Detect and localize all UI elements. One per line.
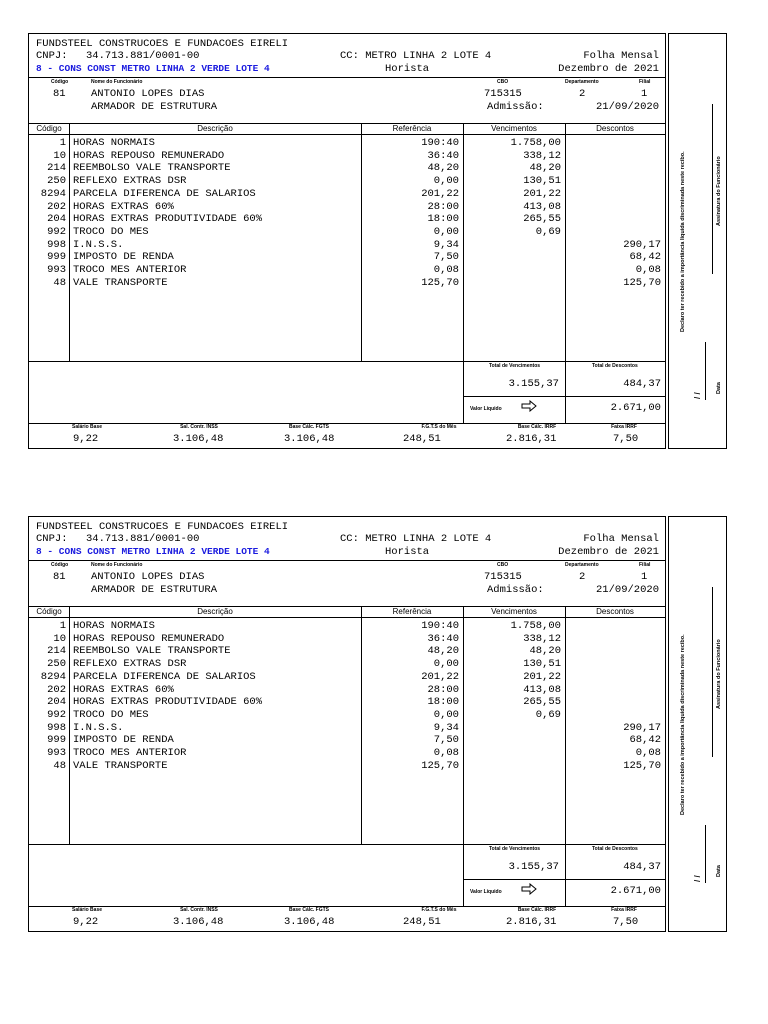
- col-header-description: Descrição: [197, 607, 233, 616]
- row-desc: PARCELA DIFERENCA DE SALARIOS: [73, 187, 256, 200]
- total-discounts: 484,37: [623, 378, 661, 390]
- row-ref: 190:40: [421, 620, 459, 632]
- row-earn: 201,22: [523, 670, 561, 683]
- department-line: 8 - CONS CONST METRO LINHA 2 VERDE LOTE 4: [36, 63, 270, 74]
- signature-label: Assinatura do Funcionário: [716, 639, 722, 709]
- net-value-label: Valor Líquido: [470, 406, 502, 412]
- cnpj-label: CNPJ:: [36, 50, 68, 62]
- net-value-label: Valor Líquido: [470, 889, 502, 895]
- row-code: 999: [47, 734, 66, 747]
- employee-department: 2: [579, 88, 586, 100]
- row-code: 10: [53, 632, 66, 645]
- row-ref: 0,00: [433, 708, 459, 721]
- total-discounts-label: Total de Descontos: [592, 846, 638, 852]
- row-earn: 48,20: [529, 162, 561, 175]
- net-value: 2.671,00: [610, 885, 661, 897]
- cnpj-value: 34.713.881/0001-00: [86, 50, 200, 62]
- row-code: 204: [47, 696, 66, 709]
- inss-base-label: Sal. Contr. INSS: [180, 907, 218, 913]
- cnpj-label: CNPJ:: [36, 533, 68, 545]
- irrf-band-label: Faixa IRRF: [611, 907, 637, 913]
- company-name: FUNDSTEEL CONSTRUCOES E FUNDACOES EIRELI: [36, 521, 289, 533]
- row-desc: REFLEXO EXTRAS DSR: [73, 175, 187, 188]
- row-desc: HORAS NORMAIS: [73, 620, 155, 632]
- total-earnings-label: Total de Vencimentos: [489, 363, 541, 369]
- row-code: 1: [59, 137, 66, 149]
- admission-date: 21/09/2020: [595, 584, 659, 596]
- col-header-code: Código: [36, 607, 62, 616]
- date-slashes: / /: [693, 392, 702, 399]
- row-ref: 201,22: [421, 187, 459, 200]
- row-earn: 413,08: [523, 683, 561, 696]
- row-ref: 28:00: [427, 683, 459, 696]
- row-code: 998: [47, 238, 66, 251]
- cnpj-value: 34.713.881/0001-00: [86, 533, 200, 545]
- row-ref: 125,70: [421, 759, 459, 772]
- receipt-stub: [668, 33, 727, 449]
- row-disc: 68,42: [629, 251, 661, 264]
- row-desc: REEMBOLSO VALE TRANSPORTE: [73, 645, 231, 658]
- row-desc: VALE TRANSPORTE: [73, 759, 168, 772]
- row-code: 992: [47, 708, 66, 721]
- employee-name: ANTONIO LOPES DIAS: [91, 88, 205, 100]
- employee-department: 2: [579, 571, 586, 583]
- receipt-declaration: Declaro ter recebido a importância líquida discriminada neste recibo.: [680, 151, 686, 332]
- row-code: 10: [53, 149, 66, 162]
- employee-role: ARMADOR DE ESTRUTURA: [91, 101, 218, 113]
- payslip-main-panel: [28, 33, 666, 449]
- row-disc: 125,70: [623, 759, 661, 772]
- row-code: 250: [47, 658, 66, 671]
- fgts-month: 248,51: [403, 433, 441, 445]
- row-earn: 0,69: [535, 225, 561, 238]
- base-salary: 9,22: [73, 433, 99, 445]
- row-earn: 201,22: [523, 187, 561, 200]
- col-header-discounts: Descontos: [596, 124, 634, 133]
- row-earn: 338,12: [523, 632, 561, 645]
- employee-cbo: 715315: [484, 571, 522, 583]
- cost-center: CC: METRO LINHA 2 LOTE 4: [340, 533, 492, 545]
- row-disc: 125,70: [623, 276, 661, 289]
- employee-filial: 1: [641, 571, 648, 583]
- row-disc: 290,17: [623, 238, 661, 251]
- row-earn: 130,51: [523, 175, 561, 188]
- row-ref: 18:00: [427, 213, 459, 226]
- total-discounts-label: Total de Descontos: [592, 363, 638, 369]
- row-desc: IMPOSTO DE RENDA: [73, 734, 174, 747]
- row-ref: 190:40: [421, 137, 459, 149]
- inss-base: 3.106,48: [173, 916, 224, 928]
- employee-cbo: 715315: [484, 88, 522, 100]
- row-desc: TROCO MES ANTERIOR: [73, 747, 187, 759]
- department-label: Departamento: [565, 562, 599, 568]
- row-desc: HORAS EXTRAS PRODUTIVIDADE 60%: [73, 213, 263, 226]
- row-code: 48: [53, 276, 66, 289]
- row-desc: HORAS NORMAIS: [73, 137, 155, 149]
- employee-filial: 1: [641, 88, 648, 100]
- fgts-base: 3.106,48: [284, 433, 335, 445]
- row-earn: 0,69: [535, 708, 561, 721]
- row-ref: 28:00: [427, 200, 459, 213]
- date-slashes: / /: [693, 875, 702, 882]
- employee-code-label: Código: [51, 79, 69, 85]
- col-header-code: Código: [36, 124, 62, 133]
- row-earn: 1.758,00: [510, 620, 561, 632]
- row-code: 48: [53, 759, 66, 772]
- row-code: 993: [47, 747, 66, 759]
- col-header-earnings: Vencimentos: [491, 124, 537, 133]
- payroll-period: Dezembro de 2021: [558, 63, 659, 75]
- irrf-band: 7,50: [613, 433, 639, 445]
- employee-name: ANTONIO LOPES DIAS: [91, 571, 205, 583]
- row-desc: VALE TRANSPORTE: [73, 276, 168, 289]
- arrow-right-icon: [521, 883, 537, 897]
- row-earn: 265,55: [523, 696, 561, 709]
- irrf-base-label: Base Cálc. IRRF: [517, 907, 557, 913]
- worker-type: Horista: [385, 546, 430, 558]
- payroll-period: Dezembro de 2021: [558, 546, 659, 558]
- irrf-base-label: Base Cálc. IRRF: [517, 424, 557, 430]
- row-desc: I.N.S.S.: [73, 721, 124, 734]
- row-code: 214: [47, 162, 66, 175]
- row-desc: IMPOSTO DE RENDA: [73, 251, 174, 264]
- row-ref: 36:40: [427, 149, 459, 162]
- department-label: Departamento: [565, 79, 599, 85]
- cbo-label: CBO: [497, 79, 509, 85]
- admission-label: Admissão:: [487, 101, 544, 113]
- row-code: 1: [59, 620, 66, 632]
- row-ref: 9,34: [433, 721, 459, 734]
- filial-label: Filial: [639, 79, 651, 85]
- base-salary-label: Salário Base: [71, 907, 103, 913]
- row-desc: TROCO MES ANTERIOR: [73, 264, 187, 276]
- row-earn: 1.758,00: [510, 137, 561, 149]
- employee-code: 81: [53, 571, 66, 583]
- col-header-discounts: Descontos: [596, 607, 634, 616]
- fgts-base: 3.106,48: [284, 916, 335, 928]
- worker-type: Horista: [385, 63, 430, 75]
- row-code: 993: [47, 264, 66, 276]
- row-ref: 125,70: [421, 276, 459, 289]
- date-label: Data: [716, 865, 722, 877]
- fgts-month-label: F.G.T.S do Mês: [421, 424, 457, 430]
- row-desc: I.N.S.S.: [73, 238, 124, 251]
- row-code: 250: [47, 175, 66, 188]
- row-ref: 201,22: [421, 670, 459, 683]
- department-line: 8 - CONS CONST METRO LINHA 2 VERDE LOTE 4: [36, 546, 270, 557]
- row-code: 8294: [40, 670, 66, 683]
- row-desc: HORAS EXTRAS 60%: [73, 200, 174, 213]
- row-desc: PARCELA DIFERENCA DE SALARIOS: [73, 670, 256, 683]
- cost-center: CC: METRO LINHA 2 LOTE 4: [340, 50, 492, 62]
- base-salary-label: Salário Base: [71, 424, 103, 430]
- row-ref: 18:00: [427, 696, 459, 709]
- employee-code: 81: [53, 88, 66, 100]
- payroll-type: Folha Mensal: [583, 533, 659, 545]
- row-desc: REFLEXO EXTRAS DSR: [73, 658, 187, 671]
- filial-label: Filial: [639, 562, 651, 568]
- row-earn: 265,55: [523, 213, 561, 226]
- row-code: 202: [47, 200, 66, 213]
- employee-role: ARMADOR DE ESTRUTURA: [91, 584, 218, 596]
- row-ref: 48,20: [427, 162, 459, 175]
- irrf-base: 2.816,31: [506, 916, 557, 928]
- row-ref: 0,08: [433, 264, 459, 276]
- fgts-base-label: Base Cálc. FGTS: [288, 907, 329, 913]
- row-ref: 48,20: [427, 645, 459, 658]
- receipt-stub: [668, 516, 727, 932]
- company-name: FUNDSTEEL CONSTRUCOES E FUNDACOES EIRELI: [36, 38, 289, 50]
- admission-date: 21/09/2020: [595, 101, 659, 113]
- arrow-right-icon: [521, 400, 537, 414]
- row-earn: 413,08: [523, 200, 561, 213]
- row-code: 992: [47, 225, 66, 238]
- signature-label: Assinatura do Funcionário: [716, 156, 722, 226]
- total-earnings: 3.155,37: [508, 861, 559, 873]
- inss-base: 3.106,48: [173, 433, 224, 445]
- row-code: 204: [47, 213, 66, 226]
- irrf-band: 7,50: [613, 916, 639, 928]
- col-header-earnings: Vencimentos: [491, 607, 537, 616]
- row-ref: 7,50: [433, 251, 459, 264]
- employee-code-label: Código: [51, 562, 69, 568]
- row-earn: 48,20: [529, 645, 561, 658]
- row-desc: HORAS EXTRAS 60%: [73, 683, 174, 696]
- col-header-reference: Referência: [392, 124, 432, 133]
- col-header-reference: Referência: [392, 607, 432, 616]
- row-code: 998: [47, 721, 66, 734]
- employee-name-label: Nome do Funcionário: [91, 79, 143, 85]
- fgts-month: 248,51: [403, 916, 441, 928]
- base-salary: 9,22: [73, 916, 99, 928]
- row-desc: TROCO DO MES: [73, 225, 149, 238]
- total-discounts: 484,37: [623, 861, 661, 873]
- row-ref: 0,00: [433, 658, 459, 671]
- row-ref: 7,50: [433, 734, 459, 747]
- row-code: 999: [47, 251, 66, 264]
- employee-name-label: Nome do Funcionário: [91, 562, 143, 568]
- col-header-description: Descrição: [197, 124, 233, 133]
- row-ref: 0,08: [433, 747, 459, 759]
- irrf-base: 2.816,31: [506, 433, 557, 445]
- row-code: 8294: [40, 187, 66, 200]
- receipt-declaration: Declaro ter recebido a importância líquida discriminada neste recibo.: [680, 634, 686, 815]
- fgts-month-label: F.G.T.S do Mês: [421, 907, 457, 913]
- fgts-base-label: Base Cálc. FGTS: [288, 424, 329, 430]
- total-earnings-label: Total de Vencimentos: [489, 846, 541, 852]
- row-desc: HORAS REPOUSO REMUNERADO: [73, 149, 225, 162]
- row-desc: HORAS EXTRAS PRODUTIVIDADE 60%: [73, 696, 263, 709]
- row-disc: 0,08: [635, 747, 661, 759]
- row-earn: 130,51: [523, 658, 561, 671]
- irrf-band-label: Faixa IRRF: [611, 424, 637, 430]
- row-disc: 0,08: [635, 264, 661, 276]
- total-earnings: 3.155,37: [508, 378, 559, 390]
- date-label: Data: [716, 382, 722, 394]
- row-desc: TROCO DO MES: [73, 708, 149, 721]
- row-disc: 290,17: [623, 721, 661, 734]
- payslip-copy-2: [28, 516, 722, 934]
- cbo-label: CBO: [497, 562, 509, 568]
- row-ref: 36:40: [427, 632, 459, 645]
- row-ref: 0,00: [433, 175, 459, 188]
- row-disc: 68,42: [629, 734, 661, 747]
- row-ref: 0,00: [433, 225, 459, 238]
- admission-label: Admissão:: [487, 584, 544, 596]
- row-earn: 338,12: [523, 149, 561, 162]
- inss-base-label: Sal. Contr. INSS: [180, 424, 218, 430]
- row-code: 202: [47, 683, 66, 696]
- row-desc: HORAS REPOUSO REMUNERADO: [73, 632, 225, 645]
- net-value: 2.671,00: [610, 402, 661, 414]
- row-desc: REEMBOLSO VALE TRANSPORTE: [73, 162, 231, 175]
- payslip-copy-1: [28, 33, 722, 451]
- payslip-main-panel: [28, 516, 666, 932]
- row-ref: 9,34: [433, 238, 459, 251]
- payroll-type: Folha Mensal: [583, 50, 659, 62]
- row-code: 214: [47, 645, 66, 658]
